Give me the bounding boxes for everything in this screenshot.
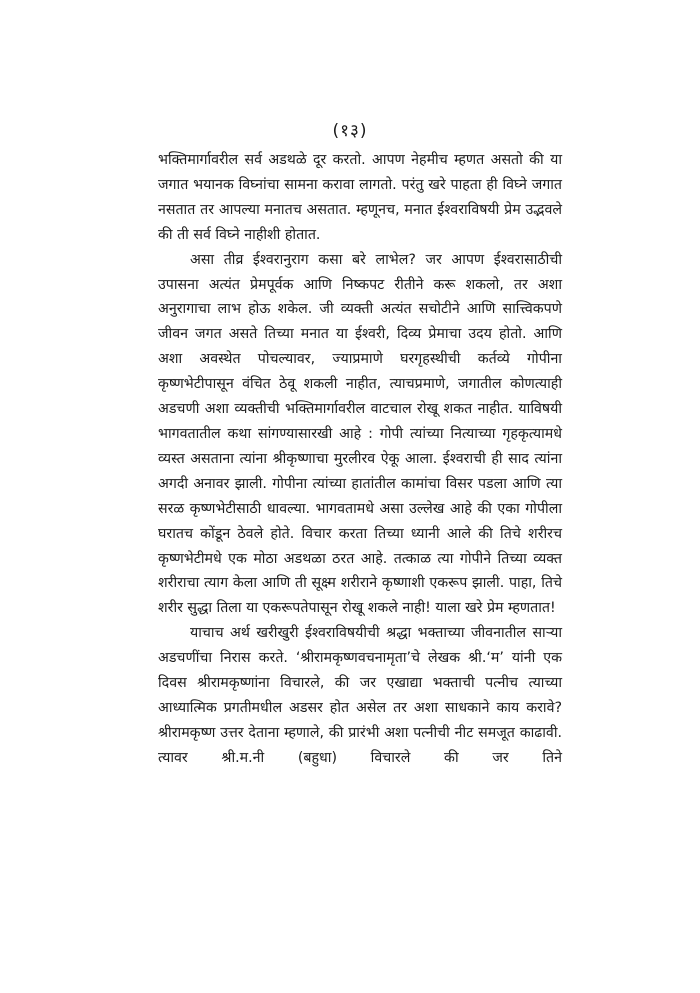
paragraph-2: असा तीव्र ईश्वरानुराग कसा बरे लाभेल? जर आपण ईश्वरासाठीची उपासना अत्यंत प्रेमपूर्वक आणि निष्कपट रीतीने करू शकलो, तर अशा अनुरागाचा लाभ होऊ शकेल. जी व्यक्ती अत्यंत सचोटीने आणि सात्त्विकपणे जीवन जगत असते तिच्या मनात या ईश्वरी, दिव्य प्रेमाचा उदय होतो. आणि अशा अवस्थेत पोचल्यावर, ज्याप्रमाणे घरगृहस्थीची कर्तव्ये गोपीना कृष्णभेटीपासून वंचित ठेवू शकली नाहीत, त्याचप्रमाणे, जगातील कोणत्याही अडचणी अशा व्यक्तीची भक्तिमार्गावरील वाटचाल रोखू शकत नाहीत. याविषयी भागवतातील कथा सांगण्यासारखी आहे : गोपी त्यांच्या नित्याच्या गृहकृत्यामधे व्यस्त असताना त्यांना श्रीकृष्णाचा मुरलीरव ऐकू आला. ईश्वराची ही साद त्यांना अगदी अनावर झाली. गोपीना त्यांच्या हातांतील कामांचा विसर पडला आणि त्या सरळ कृष्णभेटीसाठी धावल्या. भागवतामधे असा उल्लेख आहे की एका गोपीला घरातच कोंडून ठेवले होते. विचार करता तिच्या ध्यानी आले की तिचे शरीरच कृष्णभेटीमधे एक मोठा अडथळा ठरत आहे. तत्काळ त्या गोपीने तिच्या व्यक्त शरीराचा त्याग केला आणि ती सूक्ष्म शरीराने कृष्णाशी एकरूप झाली. पाहा, तिचे शरीर सुद्धा तिला या एकरूपतेपासून रोखू शकले नाही! याला खरे प्रेम म्हणतात!	[158, 251, 562, 617]
paragraph-1: भक्तिमार्गावरील सर्व अडथळे दूर करतो. आपण नेहमीच म्हणत असतो की या जगात भयानक विघ्नांचा सामना करावा लागतो. परंतु खरे पाहता ही विघ्ने जगात नसतात तर आपल्या मनातच असतात. म्हणूनच, मनात ईश्वराविषयी प्रेम उद्भवले की ती सर्व विघ्ने नाहीशी होतात.	[158, 152, 562, 243]
page-number: (१३)	[332, 121, 368, 141]
body-text	[158, 148, 562, 771]
paragraph-3: याचाच अर्थ खरीखुरी ईश्वराविषयीची श्रद्धा भक्ताच्या जीवनातील साऱ्या अडचणींचा निरास करते. ‘श्रीरामकृष्णवचनामृता’चे लेखक श्री.‘म’ यांनी एक दिवस श्रीरामकृष्णांना विचारले, की जर एखाद्या भक्ताची पत्नीच त्याच्या आध्यात्मिक प्रगतीमधील अडसर होत असेल तर अशा साधकाने काय करावे? श्रीरामकृष्ण उत्तर देताना म्हणाले, की प्रारंभी अशा पत्नीची नीट समजूत काढावी. त्यावर श्री.म.नी (बहुधा) विचारले की जर तिने	[158, 625, 562, 766]
